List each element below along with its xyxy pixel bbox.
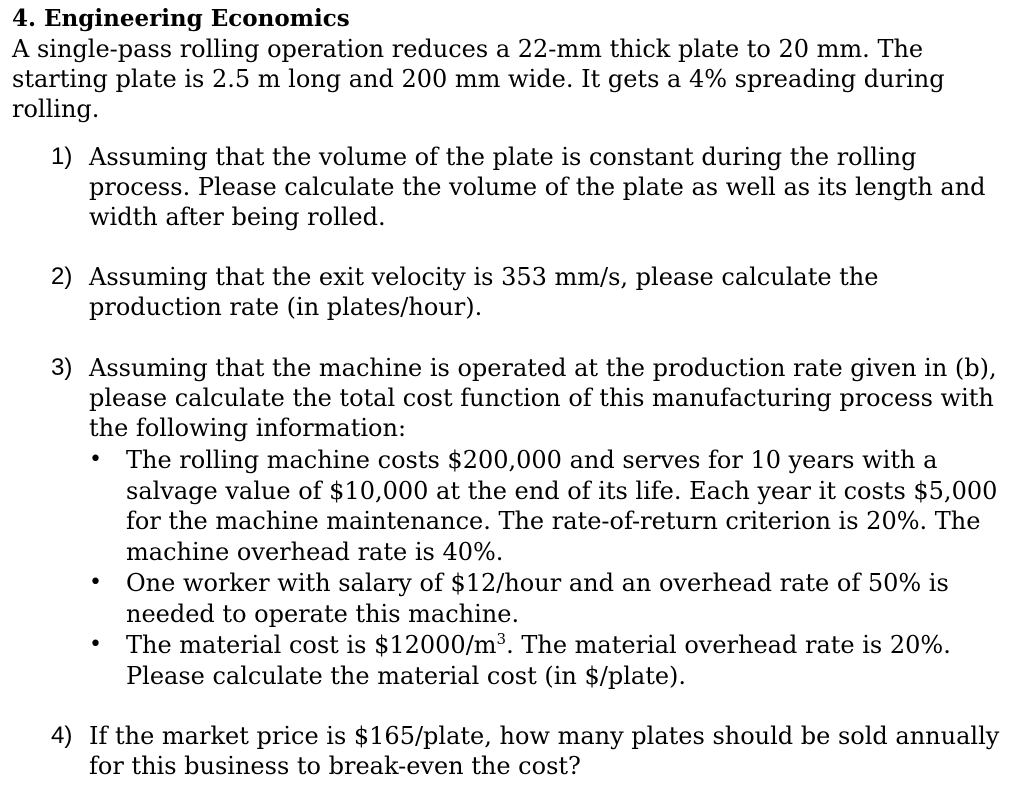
bullet-material-cost	[89, 630, 1017, 691]
section-title: 4. Engineering Economics	[12, 5, 350, 32]
question-text: Assuming that the volume of the plate is constant during the rolling process. Please calculate the volume of the plate as well as its length and width after being rolled.	[89, 143, 986, 231]
bullet-text: The rolling machine costs $200,000 and serves for 10 years with a salvage value of $10,000 at the end of its life. Each year it costs $5,000 for the machine maintenance. The rate-of-return criterion is 20%. The machine overhead rate is 40%.	[126, 446, 998, 566]
bullet-dot-icon: •	[89, 632, 102, 657]
question-1	[12, 142, 1017, 232]
bullet-dot-icon: •	[89, 447, 102, 472]
question-list	[12, 142, 1017, 781]
question-text: If the market price is $165/plate, how many plates should be sold annually for this business to break-even the cost?	[89, 722, 1000, 780]
question-text: Assuming that the machine is operated at the production rate given in (b), please calculate the total cost function of this manufacturing process with the following information:	[89, 354, 997, 442]
question-number: 4)	[51, 722, 73, 749]
question-4	[12, 721, 1017, 781]
cost-info-list	[89, 445, 1017, 691]
bullet-superscript: 3	[496, 630, 507, 648]
bullet-dot-icon: •	[89, 570, 102, 595]
question-3	[12, 353, 1017, 691]
bullet-machine-cost	[89, 445, 1017, 567]
question-number: 3)	[51, 354, 73, 381]
question-text: Assuming that the exit velocity is 353 mm/s, please calculate the production rate (in plates/hour).	[89, 263, 879, 321]
bullet-text-after: . The material overhead rate is 20%. Please calculate the material cost (in $/plate).	[126, 631, 951, 690]
document-page	[12, 4, 1017, 781]
question-2	[12, 262, 1017, 322]
problem-intro: A single-pass rolling operation reduces a 22-mm thick plate to 20 mm. The starting plate is 2.5 m long and 200 mm wide. It gets a 4% spreading during rolling.	[12, 35, 945, 123]
question-number: 2)	[51, 263, 73, 290]
question-number: 1)	[51, 143, 73, 170]
bullet-text: One worker with salary of $12/hour and an overhead rate of 50% is needed to operate this machine.	[126, 569, 949, 628]
bullet-text-before: The material cost is $12000/m	[126, 631, 497, 659]
bullet-labor-cost	[89, 568, 1017, 629]
